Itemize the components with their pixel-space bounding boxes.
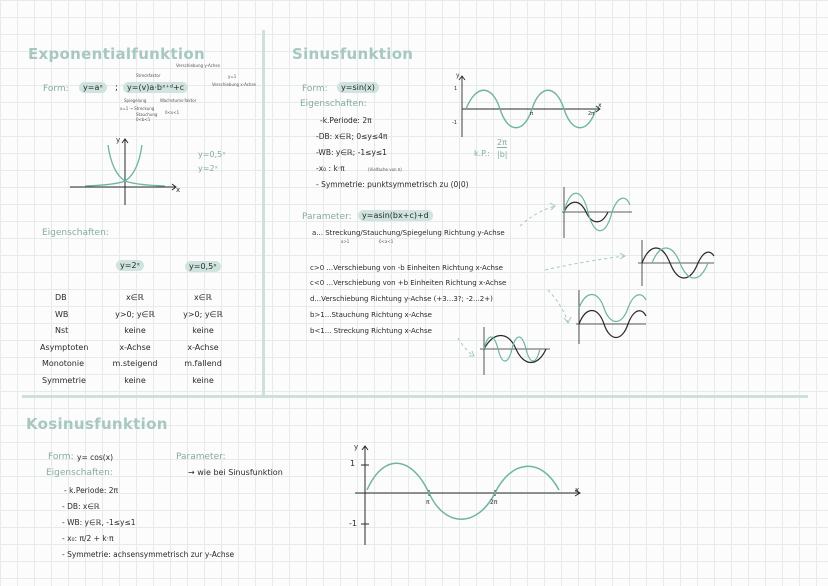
cos-prop-5: - Symmetrie: achsensymmetrisch zur y-Achse	[62, 550, 235, 559]
table-row-label: Symmetrie	[42, 376, 86, 385]
cos-graph-2pi: 2π	[490, 499, 498, 506]
sin-a-sub2: 0<a<1	[379, 239, 394, 244]
sin-graph-y-label: y	[456, 72, 460, 79]
exp-form2: y=(v)a·bˣ⁺ᵈ+c	[123, 82, 188, 93]
cos-graph-1: 1	[350, 459, 356, 468]
sin-prop-4: -x₀ : k·π	[316, 164, 345, 173]
sin-param-line-2: c<0 ...Verschiebung von +b Einheiten Richtung x-Achse	[310, 279, 507, 287]
table-row-label: Asymptoten	[40, 343, 89, 352]
table-cell: m.steigend	[112, 359, 158, 368]
sin-prop-3: -WB: y∈ℝ; -1≤y≤1	[316, 148, 387, 157]
exp-annotation-3: Verschiebung x-Achse	[212, 82, 257, 87]
sin-form-label: Form:	[302, 84, 328, 94]
sin-form: y=sin(x)	[337, 82, 379, 93]
table-cell: x-Achse	[187, 343, 219, 352]
sin-graph-1: 1	[454, 86, 458, 92]
sin-graph-x-label: x	[598, 102, 602, 109]
cos-prop-2: - DB: x∈ℝ	[62, 502, 100, 511]
table-row-label: Nst	[55, 326, 69, 335]
exp-annotation-10: 0<b<1	[136, 117, 151, 122]
exp-graph-x-label: x	[176, 186, 181, 194]
exp-semicolon: ;	[115, 83, 119, 93]
sin-param-label: Parameter:	[302, 212, 352, 222]
sin-kp-num: 2π	[497, 138, 507, 147]
exp-col2-header: y=0,5ˣ	[185, 261, 221, 272]
exp-col1-header: y=2ˣ	[116, 260, 144, 271]
table-cell: y>0; y∈ℝ	[183, 310, 223, 319]
exp-annotation-6: y=1	[228, 74, 237, 79]
cos-graph-y-label: y	[354, 443, 359, 451]
table-cell: y>0; y∈ℝ	[115, 310, 155, 319]
sin-prop-5: - Symmetrie: punktsymmetrisch zu (0|0)	[316, 180, 469, 189]
exp-annotation-7: x=1 → Streckung	[120, 106, 155, 111]
sin-prop-1: -k.Periode: 2π	[320, 116, 372, 125]
sin-eig-label: Eigenschaften:	[300, 99, 367, 109]
exp-annotation-8: Stauchung	[136, 112, 158, 117]
exp-title: Exponentialfunktion	[28, 45, 205, 63]
exp-graph-y-label: y	[116, 136, 121, 144]
sin-kp-label: k.P.:	[474, 149, 490, 158]
exp-annotation-4: Spiegelung	[124, 98, 147, 103]
sin-kp-den: |b|	[497, 150, 508, 159]
table-cell: x-Achse	[119, 343, 151, 352]
sin-param-line-5: b<1... Streckung Richtung x-Achse	[310, 327, 432, 335]
sin-title: Sinusfunktion	[292, 45, 414, 63]
cos-form: y= cos(x)	[77, 453, 114, 462]
sin-prop-2: -DB: x∈ℝ; 0≤y≤4π	[316, 132, 388, 141]
table-cell: m.fallend	[184, 359, 222, 368]
exp-annotation-1: Streckfaktor	[136, 73, 161, 78]
cos-param-label: Parameter:	[176, 452, 226, 462]
sin-graph-pi: π	[530, 111, 534, 117]
table-cell: x∈ℝ	[125, 293, 145, 302]
sin-graph-2pi: 2π	[588, 111, 595, 117]
exp-annotation-5: Wachstums-faktor	[160, 98, 197, 103]
cos-form-label: Form:	[48, 452, 74, 462]
cos-title: Kosinusfunktion	[26, 415, 168, 433]
cos-prop-1: - k.Periode: 2π	[64, 486, 119, 495]
exp-annotation-2: Verschiebung y-Achse	[176, 63, 220, 68]
sin-x0-note: (Vielfache von π)	[368, 167, 402, 172]
exp-form1: y=aˣ	[79, 82, 107, 93]
sin-param-line-4: b>1...Stauchung Richtung x-Achse	[310, 311, 432, 319]
cos-prop-3: - WB: y∈ℝ, -1≤y≤1	[62, 518, 136, 527]
sin-a-sub1: a>1	[341, 239, 350, 244]
cos-curve	[367, 463, 559, 519]
cos-prop-4: - x₀: π/2 + k·π	[62, 534, 114, 543]
sin-param-line-1: c>0 ...Verschiebung von -b Einheiten Richtung x-Achse	[310, 264, 503, 272]
exp-legend-05x: y=0,5ˣ	[198, 150, 226, 159]
table-cell: keine	[124, 326, 146, 335]
cos-graph-x-label: x	[575, 486, 580, 494]
sin-a-line: a... Streckung/Stauchung/Spiegelung Richtung y-Achse	[312, 229, 505, 237]
sin-param-line-3: d...Verschiebung Richtung y-Achse (+3...3?; -2...2+)	[310, 295, 493, 303]
cos-graph-m1: -1	[349, 519, 357, 528]
exp-legend-2x: y=2ˣ	[198, 164, 219, 173]
exp-eig-label: Eigenschaften:	[42, 228, 109, 238]
sin-param-form: y=asin(bx+c)+d	[358, 210, 433, 221]
sin-graph-m1: -1	[452, 120, 457, 126]
table-row-label: DB	[55, 293, 67, 302]
cos-param-text: → wie bei Sinusfunktion	[188, 468, 283, 477]
table-cell: x∈ℝ	[193, 293, 213, 302]
cos-graph-pi: π	[426, 499, 430, 506]
table-cell: keine	[192, 376, 214, 385]
exp-form-label: Form:	[43, 84, 69, 94]
exp-annotation-9: 0<x<1	[165, 110, 180, 115]
table-cell: keine	[124, 376, 146, 385]
cos-eig-label: Eigenschaften:	[46, 468, 113, 478]
table-row-label: WB	[55, 310, 69, 319]
table-cell: keine	[192, 326, 214, 335]
cos-graph	[345, 440, 585, 550]
table-row-label: Monotonie	[42, 359, 85, 368]
